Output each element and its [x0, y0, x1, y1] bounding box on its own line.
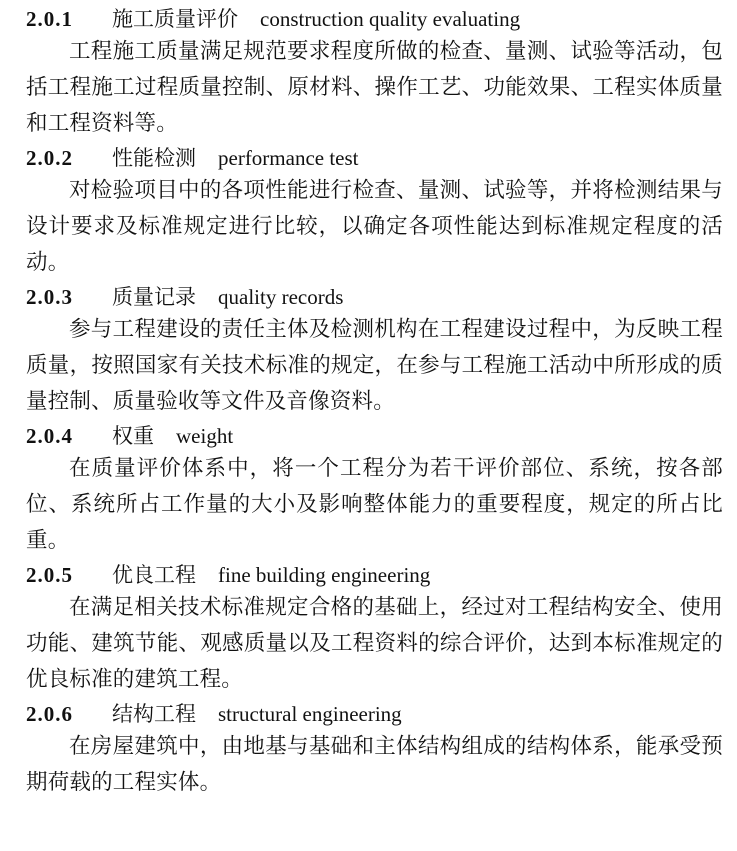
term-definition: 在房屋建筑中，由地基与基础和主体结构组成的结构体系，能承受预期荷载的工程实体。 — [26, 734, 723, 795]
term-number: 2.0.4 — [26, 424, 73, 448]
term-chinese: 权重 — [112, 424, 154, 448]
term-entry-2-0-4 — [26, 421, 723, 559]
term-definition: 在满足相关技术标准规定合格的基础上，经过对工程结构安全、使用功能、建筑节能、观感质量以及工程资料的综合评价，达到本标准规定的优良标准的建筑工程。 — [26, 595, 723, 692]
term-entry-2-0-2 — [26, 143, 723, 281]
term-definition: 工程施工质量满足规范要求程度所做的检查、量测、试验等活动，包括工程施工过程质量控制、原材料、操作工艺、功能效果、工程实体质量和工程资料等。 — [26, 39, 723, 136]
term-heading — [26, 143, 723, 173]
term-english: structural engineering — [218, 702, 402, 726]
term-english: performance test — [218, 146, 359, 170]
term-chinese: 优良工程 — [112, 563, 196, 587]
term-chinese: 性能检测 — [112, 146, 196, 170]
term-entry-2-0-1 — [26, 4, 723, 142]
term-number: 2.0.5 — [26, 563, 73, 587]
term-number: 2.0.1 — [26, 7, 73, 31]
term-chinese: 施工质量评价 — [112, 7, 238, 31]
term-heading — [26, 4, 723, 34]
term-heading — [26, 699, 723, 729]
term-definition: 对检验项目中的各项性能进行检查、量测、试验等，并将检测结果与设计要求及标准规定进行比较，以确定各项性能达到标准规定程度的活动。 — [26, 178, 723, 275]
term-english: fine building engineering — [218, 563, 431, 587]
term-number: 2.0.3 — [26, 285, 73, 309]
term-definition: 在质量评价体系中，将一个工程分为若干评价部位、系统，按各部位、系统所占工作量的大小及影响整体能力的重要程度，规定的所占比重。 — [26, 456, 723, 553]
term-heading — [26, 282, 723, 312]
term-english: weight — [176, 424, 234, 448]
term-english: quality records — [218, 285, 344, 309]
term-number: 2.0.2 — [26, 146, 73, 170]
term-entry-2-0-5 — [26, 560, 723, 698]
term-heading — [26, 421, 723, 451]
term-heading — [26, 560, 723, 590]
term-entry-2-0-6 — [26, 699, 723, 801]
term-chinese: 质量记录 — [112, 285, 196, 309]
term-english: construction quality evaluating — [260, 7, 521, 31]
term-number: 2.0.6 — [26, 702, 73, 726]
term-definition: 参与工程建设的责任主体及检测机构在工程建设过程中，为反映工程质量，按照国家有关技术标准的规定，在参与工程施工活动中所形成的质量控制、质量验收等文件及音像资料。 — [26, 317, 723, 414]
term-chinese: 结构工程 — [112, 702, 196, 726]
term-entry-2-0-3 — [26, 282, 723, 420]
